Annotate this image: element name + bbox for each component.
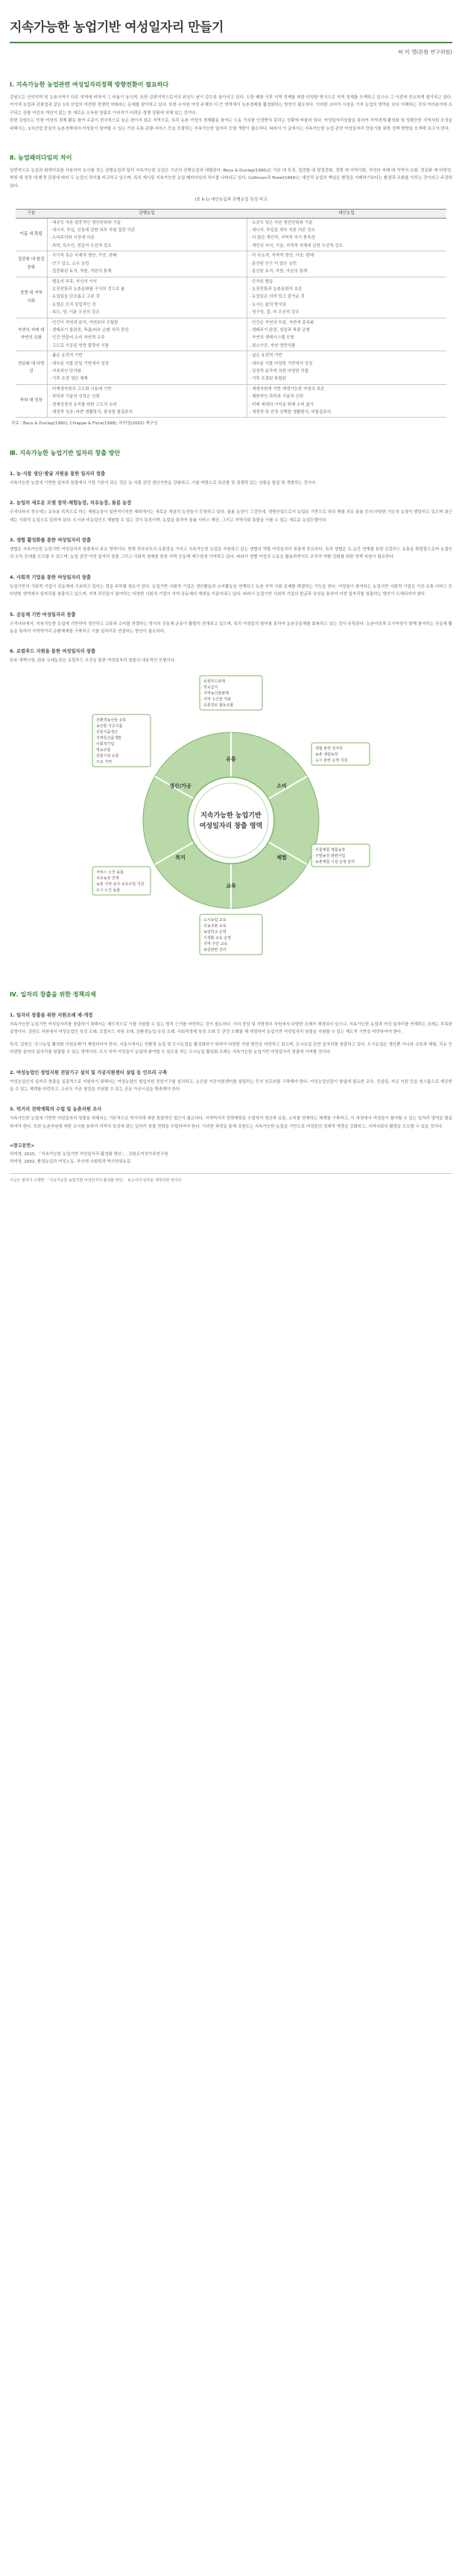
diagram-box-item: 영농조합 bbox=[96, 747, 111, 753]
svg-text:·: · bbox=[94, 882, 95, 887]
diagram-box-item: 귀농귀촌 교육 bbox=[203, 923, 227, 929]
svg-text:·: · bbox=[94, 729, 95, 735]
table-cell-line: · 생태주기 불완전, 축출/외부 순환 처리 중단 bbox=[49, 327, 129, 333]
paragraph: 일반적으로 농업과 화학비료를 사용하여 농사를 짓는 관행농업과 달리 지속가능한 농업은 기존의 관행농업과 대별된다. Beus & Dunlap(1990)은 이론 대 특징, 집중화 대 탈집중화, 경쟁 대 지역사회, 자연의 지배 대 자연의 조화, 전문화 대 다양성, 착취 대 성장 대 환경 관점에 따라 두 농업의 차이를 비교하고 있으며, 특히 제시된 지속가능한 농업 패러다임의 차이를 나타내고 있다. Collinson과 Fiorel(1994)는 대안적 농업의 핵심은 환경을 지배하기보다는 환경과 조화를 이루는 것이라고 주장하였다. bbox=[10, 169, 452, 189]
section-heading-1: Ⅰ. 지속가능한 농업관련 여성일자리정책 방향전환이 필요하다 bbox=[10, 81, 169, 88]
svg-text:·: · bbox=[201, 947, 203, 952]
svg-text:·: · bbox=[313, 746, 314, 751]
diagram-svg bbox=[89, 671, 373, 970]
table-cell-line: · 대부분 식물 다양한 기반에서 성장 bbox=[249, 361, 313, 366]
table-caption: (표 Ⅱ-1) 대안농업과 관행농업 특성 비교 bbox=[194, 198, 268, 203]
svg-text:·: · bbox=[94, 870, 95, 875]
section-heading-3: Ⅲ. 지속가능한 농업기반 일자리 창출 방안 bbox=[10, 449, 121, 456]
table-cell-alternative bbox=[247, 277, 446, 318]
author-line: 허 미 영(본원 연구위원) bbox=[398, 49, 452, 55]
subsection-heading: 2. 농업의 새로운 모델 창작-체험농장, 치유농장, 돌봄 농장 bbox=[10, 500, 132, 506]
table-cell-line: · 재생자원에 기반 재생가능한 자원의 보존 bbox=[249, 386, 325, 392]
diagram-box-item: 지역농산물판매 bbox=[203, 691, 229, 696]
table-header-division: 구분 bbox=[16, 209, 47, 218]
diagram-box-item: 지역 수산물 직판 bbox=[203, 697, 231, 702]
table-cell-line: · 농장전통과 농촌문화의 보존 bbox=[249, 286, 303, 292]
ring-label-top: 유통 bbox=[226, 755, 236, 762]
paragraph: 특히, 강원도 '도시농업 활성화 지원조례'가 제정되어야 한다. 서울시에서는 친환경 농업 및 도시농업을 활성화하기 위하여 다양한 지원 방안을 마련하고 있으며, 도시농업 관련 일자리를 창출하고 있다. 도시농업은 생산뿐 아니라 교육과 체험, 치유 등 다양한 분야의 일자리를 창출할 수 있는 영역이다. 도시 지역 여성들이 농업에 참여할 수 있도록 하는 도시농업 활성화 조례는 지속가능한 농업기반 여성일자리 창출에 기여할 것이다. bbox=[10, 1042, 452, 1055]
table-cell-line: · 속도, 양, 이윤 우선의 강조 bbox=[49, 310, 100, 315]
table-cell-line: · 농장전통과 농촌문화를 구식의 것으로 봄 bbox=[49, 286, 125, 292]
paragraph: 지속가능한 농업에 기반한 여성일자리 창출을 위해서는 기본적으로 먹거리에 대한 통합적인 접근이 필요하다. 지역먹거리 전략계획을 수립하여 생산과 유통, 소비를 연계하는 체계를 구축하고, 이 과정에서 여성들이 참여할 수 있는 일자리 영역을 발굴하여야 한다. 또한 농촌자원에 대한 조사를 통하여 지역의 특성에 맞는 일자리 창출 전략을 수립하여야 한다. 이러한 과정을 통해 강원도는 지속가능한 농업을 기반으로 여성들의 경제적 역량을 강화하고, 지역사회의 활력을 도모할 수 있을 것이다. bbox=[10, 1116, 452, 1129]
table-cell-line: · 인간 만들어 소비 자연적 우주 bbox=[49, 336, 105, 341]
table-cell-alternative bbox=[247, 218, 446, 251]
table-cell-line: · 넓은 유전적 기반 bbox=[249, 354, 282, 359]
table-cell-division: 미흡 대 확립 bbox=[16, 218, 47, 251]
table-cell-line: · 과학, 특수인, 전문가 우선적 강조 bbox=[49, 243, 112, 248]
table-cell-division: 집중화 대 탈집중화 bbox=[16, 251, 47, 277]
subsection-heading: 6. 로컬푸드 지원을 통한 여성일자리 창출 bbox=[10, 649, 96, 655]
table-header-conventional: 관행농업 bbox=[47, 209, 247, 218]
diagram-box-item: 서비스 노인 돌봄 bbox=[96, 870, 124, 875]
table-cell-line: · 대규모 자본·집중적인 생산단위와 기술 bbox=[49, 220, 121, 225]
table-cell-line: · 분산된 인구 더 많은 농민 bbox=[249, 261, 297, 266]
svg-text:·: · bbox=[94, 723, 95, 729]
diagram-box-item: 도시 관련 운영 지원 bbox=[315, 758, 348, 763]
title-block bbox=[10, 0, 452, 43]
table-cell-line: · 더 많은 개인적, 지역적 자기 충족성 bbox=[249, 236, 315, 241]
table-cell-line: · 자연의 생태시스템 모방 bbox=[249, 336, 294, 341]
table-cell-line: · 생태주기 완전, 성장과 축출 균형 bbox=[249, 327, 310, 333]
table-cell-line: · 에너지, 투입을 외부 자본 의존 감소 bbox=[249, 228, 315, 233]
table-cell-line: · 농업은 오직 상업적인 것 bbox=[49, 302, 96, 307]
svg-text:·: · bbox=[201, 679, 203, 684]
table-cell-line: · 고도로 기공된 영양 불량의 식품 bbox=[49, 343, 110, 348]
table-cell-line: · 성장적 윤작에 의한 다양한 작물 bbox=[249, 368, 309, 374]
table-cell-line: · 경제성장의 유지를 위한 고도의 소비 bbox=[49, 402, 117, 407]
table-cell-alternative bbox=[247, 318, 446, 351]
svg-text:·: · bbox=[94, 747, 95, 753]
diagram-box-item: 생협 관련 일자리 bbox=[315, 746, 343, 751]
svg-text:·: · bbox=[94, 735, 95, 741]
svg-text:·: · bbox=[201, 923, 203, 929]
svg-text:·: · bbox=[313, 752, 314, 757]
subsection-heading: 2. 여성농업인 창업지원 전담기구 설치 및 가공지원센터 설립 등 인프라 구축 bbox=[10, 1069, 168, 1075]
paragraph: 농업기반의 사회적 기업이 공동체에 기초하고 있다는 점을 주목할 필요가 있다. 농업기반 사회적 기업은 생산활동과 소비활동을 연계하고 농촌 지역 사회 문제를 해결하는 기능을 한다. 여성들이 참여하는 농업기반 사회적 기업은 가공·유통·서비스 등 다양한 영역에서 일자리를 창출하고 있으며, 지역 주민들이 참여하는 다양한 사회적 기업이 지역 공동체의 재생을 이끌어내고 있다. 따라서 농업기반 사회적 기업의 발굴과 육성을 통하여 여성 일자리를 창출하는 방안이 모색되어야 한다. bbox=[10, 584, 452, 597]
subsection-heading: 4. 사회적 기업을 통한 여성일자리 창출 bbox=[10, 574, 91, 580]
svg-text:·: · bbox=[313, 847, 314, 852]
table-cell-line: · 재정적 및 안정 선택한 생활방식, 비물질주의 bbox=[249, 410, 332, 415]
table-cell-line: · 분산된 토지, 자원, 자본의 통제 bbox=[249, 269, 308, 274]
diagram-box-item: 농업학교 운영 bbox=[203, 929, 227, 934]
svg-text:·: · bbox=[94, 888, 95, 893]
paragraph: 완주 새벽시장, 완주 두레농장은 로컬푸드 추진을 통한 여성일자리 창출의 대표적인 모범이다. bbox=[10, 659, 176, 664]
paragraph: 강원도는 산악지역 및 농촌지역이 다른 지역에 비하여 그 비율이 높으며, 또한 관광지역으로서의 위상도 날이 갈수록 높아지고 있다. 도한 폐광 이후 지역 경제를 위한 다양한 방식으로 지역 경제를 모색하고 있으나 그 이전에 중요하게 평가되고 있다. 여기에 농업과 관광업과 같은 1차 산업의 여전한 경쟁력 약화라는 문제를 맞이하고 있다. 또한 수자원 여성 주체의 더 큰 영역에서 농촌경제를 활성화하는 방안이 필요하다. 이러한 소비자 시장을 가치 농업의 영역을 보다 이해하는 것의 여러분야에 요구되는 관광 여건의 개선이 없는 한 새로운 소득원 창출로 이어지기 어려운 경쟁 상황에 처해 있는 것이다. bbox=[10, 95, 452, 116]
svg-text:·: · bbox=[94, 741, 95, 747]
table-cell-line: · 소규모 낮은 자본 생산단위와 기술 bbox=[249, 220, 313, 225]
diagram-box-item: 농산물 가공식품 bbox=[96, 723, 123, 729]
diagram-center-circle bbox=[188, 777, 274, 864]
table-cell-line: · 더 국소적, 지역적 생산, 가공, 판매 bbox=[249, 254, 314, 259]
subsection-heading: 5. 공동체 기반 여성일자리 창출 bbox=[10, 612, 76, 618]
diagram-center-text-1: 지속가능한 농업기반 bbox=[200, 811, 262, 820]
diagram-box-item: 식물체험 체험농장 bbox=[315, 847, 346, 852]
table-cell-alternative bbox=[247, 251, 446, 277]
paragraph: 우리나라에서, 지속가능한 농업에 기반하여 생산하고 교류와 소비를 연결하는 방식의 공동체 운동이 활발히 전개되고 있으며, 특히 여성들의 참여를 통하여 농촌공동체를 회복하고 있는 것이 주목된다. 농촌여성과 도시여성이 함께 참여하는 공동체 활동을 통하여 지역먹거리 순환체계를 구축하고 이를 일자리로 연결하는 방안이 필요하다. bbox=[10, 621, 452, 635]
svg-text:·: · bbox=[94, 753, 95, 758]
diagram-box-item: 농촌 지역 유아 보호사업 지원 bbox=[96, 882, 145, 887]
table-cell-line: · 국가적 혹은 국제적 생산, 가공, 판매 bbox=[49, 254, 117, 259]
paragraph: 여성농업인의 일자리 창출을 실질적으로 지원하기 위해서는 여성농업인 창업지원 전담기구를 설치하고, 농산물 가공지원센터를 설립하는 등의 인프라를 구축해야 한다. 여성농업인들이 창업에 필요한 교육, 컨설팅, 자금 지원 등을 원스톱으로 제공받을 수 있는 체계를 마련하고, 소규모 가공 창업을 지원할 수 있는 공동 가공시설을 확충해야 한다. bbox=[10, 1079, 452, 1092]
comparison-table bbox=[16, 209, 446, 418]
section-heading-2: Ⅱ. 농업패러다임의 차이 bbox=[10, 154, 72, 162]
ring-label-bottom: 교육 bbox=[226, 882, 236, 889]
diagram-center-text-2: 여성일자리 창출 영역 bbox=[199, 822, 263, 830]
table-cell-line: · 대부분 식물 단일 기반에서 성장 bbox=[49, 361, 110, 366]
table-cell-line: · 개인의 지식, 기술, 지역적 지혜에 관한 우선적 강조 bbox=[249, 243, 343, 248]
page-title: 지속가능한 농업기반 여성일자리 만들기 bbox=[10, 20, 224, 35]
table-cell-line: · 인간이 자연과 분리, 자연보다 우월함 bbox=[49, 320, 118, 325]
references-title: <참고문헌> bbox=[10, 1143, 35, 1149]
diagram-box-item: 사회적기업 bbox=[96, 741, 115, 747]
svg-text:·: · bbox=[201, 691, 203, 696]
svg-text:·: · bbox=[201, 703, 203, 708]
diagram-box-item: 전통식품생산 bbox=[96, 729, 118, 735]
diagram-box-item: 도시 노인 돌봄 bbox=[96, 888, 121, 893]
diagram-box-item: 농촌체험 시설 운영 관리 bbox=[315, 859, 355, 864]
ring-label-left-top: 생산/가공 bbox=[169, 782, 192, 789]
table-cell-conventional bbox=[47, 277, 247, 318]
table-cell-line: · 미래 세대의 이익을 위해 소비 삶가 bbox=[249, 402, 314, 407]
diagram-box-item: 주말농장 관련사업 bbox=[315, 853, 346, 858]
diagram-box-item: 친환경농산물 유통 bbox=[96, 717, 127, 723]
diagram-box-item: 농촌 체험농장 bbox=[315, 752, 338, 757]
table-cell-line: · 비재생자원의 고도화 사용에 기반 bbox=[49, 386, 112, 392]
paragraph: 지속가능한 농업기반 여성일자리를 창출하기 위해서는 제도적으로 이를 지원할 수 있는 법적 근거를 마련하는 것이 필요하다. 이미 중앙 및 지방정부 차원에서 다양한 조례가 제정되어 있으나, 지속가능한 농업과 여성 일자리를 연계하는 조례는 부족한 실정이다. 강원도 차원에서 여성농업인 육성 조례, 로컬푸드 지원 조례, 친환경농업 육성 조례, 사회적경제 육성 조례 등 관련 조례를 제·개정하여 농업기반 여성일자리 창출을 지원할 수 있는 제도적 기반을 마련하여야 한다. bbox=[10, 1022, 452, 1035]
subsection-heading: 1. 일자리 창출을 위한 지원조례 제·개정 bbox=[10, 1012, 93, 1018]
subsection-heading: 3. 생협 활성화를 통한 여성일자리 창출 bbox=[10, 538, 91, 544]
subsection-heading: 3. 먹거리 전략계획의 수립 및 농촌자원 조사 bbox=[10, 1107, 102, 1113]
svg-text:·: · bbox=[201, 685, 203, 690]
paragraph: 생협은 지속가능한 농업기반 여성일자리 창출에서 주요 영역이다. 현재 전국규모의 유통망을 가지고 지속가능한 농업을 지원하고 있는 생협의 역할 여성일자리 창출에 중요하다. 특히 생협은 도·농간 연계를 통한 로컬푸드 유통을 확립함으로써 농업인의 소득 증대를 도모할 수 있으며, 농업 관련 여성 일자리 창출 그리고 사회적 경제를 통한 지역 공동체 재구성에 기여하고 있다. 따라서 생협 여성의 노동을 활용하면서도 조직적 역할 강화를 위한 정책 지원이 필요하다. bbox=[10, 547, 452, 560]
section-heading-4: Ⅳ. 일자리 창출을 위한 정책과제 bbox=[10, 990, 96, 998]
table-cell-line: · 농업일을 단조롭고 고된 것 bbox=[49, 295, 100, 300]
table-cell-line: · 좁은 유전적 기반 bbox=[49, 354, 83, 359]
table-row bbox=[16, 251, 446, 277]
table-row bbox=[16, 351, 446, 385]
diagram-box-item: 지역 주민 교육 bbox=[203, 941, 228, 946]
table-cell-line: · 과학과 기술의 성장은 신뢰 bbox=[49, 395, 100, 400]
diagram-box-item: 주요 지역 bbox=[96, 759, 112, 764]
diagram-box-item: 전통시장 유통 bbox=[96, 753, 119, 758]
table-cell-line: · 기후 조절된 통합된 bbox=[249, 377, 287, 382]
table-cell-conventional bbox=[47, 251, 247, 277]
table-cell-conventional bbox=[47, 218, 247, 251]
paragraph: 지속가능한 농업에 기반한 일자리 창출에서 가장 기본이 되는 것은 농·식품 관련 생산기반을 강화하고, 이를 바탕으로 특산물 및 경쟁력 있는 상품을 발굴 및 개발하는 것이다. bbox=[10, 480, 317, 486]
table-cell-line: · 인간은 자연의 부분, 자연에 종속됨 bbox=[249, 320, 314, 325]
job-area-diagram bbox=[89, 671, 373, 970]
paragraph: 한편 강원도는 또한 여성의 경제 활동 참여 수준이 전국적으로 높은 편이지 않은 지역으로, 특히 농촌 여성의 경제활동 참여는 노동 가치를 인정받지 못하는 상황에 머물러 있다. 여성일자리창출을 통하여 지역경제 활성화 및 성평등한 지역사회 조성을 위해서는, 1차산업 중심의 농촌경제에서 여성들이 참여할 수 있는 가공·유통·관광·서비스 등을 포괄하는 지속가능한 일자리 모델 개발이 필요하다. 따라서 이 글에서는 지속가능한 농업 관련 여성일자리 만들기를 위한 정책 방향을 모색해 보고자 한다. bbox=[10, 119, 452, 131]
table-source: 자료 : Beus & Dunlap(1990), Chiappe & Flora(1998), 허미영(2002) 재구성 bbox=[11, 421, 158, 427]
table-cell-line: · 에너지, 투입, 신용에 관한 외부 자원 집중 의존 bbox=[49, 228, 136, 233]
ring-label-left-bottom: 복지 bbox=[175, 854, 186, 861]
diagram-box-item: 로컬푸드판매 bbox=[203, 679, 225, 684]
ring-label-right-top: 소비 bbox=[276, 782, 287, 789]
svg-text:·: · bbox=[201, 935, 203, 940]
paragraph: 우리나라의 경우에는 교육용 목적으로 하는 체험농장이 일반적이지만 해외에서는 새로운 개념의 농장들이 등장하고 있다. 돌봄 농장이 그것인데, 생명산업으로서 농업을 기반으로 하되 체험·치유 돌봄 등의 다양한 기능의 농장이 발달하고 있으며 최근에는 사회적 농업으로 알려져 있다. 도시와 비농업인도 체험할 수 있는 것이 특징이며, 농업을 통하여 돌봄 서비스 제공, 그리고 지역사회 통합을 이룰 수 있는 새로운 농업모델이다. bbox=[10, 510, 452, 523]
svg-text:·: · bbox=[201, 917, 203, 923]
svg-text:·: · bbox=[94, 717, 95, 723]
table-cell-division: 착취 대 성장 bbox=[16, 384, 47, 418]
table-header-row bbox=[16, 209, 446, 218]
svg-text:·: · bbox=[201, 697, 203, 702]
table-cell-line: · 재정적 성공: 바쁜 생활방식, 풍성한 물질주의 bbox=[49, 410, 133, 415]
table-cell-line: · 집중화된 토지, 자원, 자본의 통제 bbox=[49, 269, 112, 274]
svg-text:·: · bbox=[201, 941, 203, 946]
diagram-box-item: 학교급식 bbox=[203, 685, 218, 690]
reference-item: 허미영, 2015, 「지속가능한 농업기반 여성일자리 활성화 방안」, 강원도여성가족연구원 bbox=[10, 1152, 168, 1157]
diagram-box-item: 지역특산품개발 bbox=[96, 735, 121, 741]
table-cell-line: · 기후 조절 생산 체계 bbox=[49, 377, 88, 382]
ring-label-right-bottom: 체험 bbox=[276, 854, 287, 861]
table-cell-line: · 농사는 삶의 방식임 bbox=[249, 302, 287, 307]
table-row bbox=[16, 218, 446, 251]
table-cell-conventional bbox=[47, 384, 247, 418]
table-cell-line: · 영구성, 질, 미 우선적 강조 bbox=[249, 310, 300, 315]
diagram-box-item: 유통경로 협동조합 bbox=[203, 703, 234, 708]
table-cell-line: · 최소가공, 자연 영양식품 bbox=[249, 343, 296, 348]
table-header-alternative: 대안농업 bbox=[247, 209, 446, 218]
diagram-box-item: 치유농장 연계 bbox=[96, 876, 119, 881]
table-row bbox=[16, 384, 446, 418]
table-cell-division: 경쟁 대 지역 사회 bbox=[16, 277, 47, 318]
diagram-box-item: 도시농업 교육 bbox=[203, 917, 227, 923]
table-cell-alternative bbox=[247, 384, 446, 418]
table-cell-division: 자연의 지배 대 자연의 조화 bbox=[16, 318, 47, 351]
svg-text:·: · bbox=[313, 859, 314, 864]
table-cell-line: · 지속적인 단작화 bbox=[49, 368, 81, 374]
svg-text:·: · bbox=[94, 876, 95, 881]
diagram-box-item: 농업관련 강사 bbox=[203, 947, 227, 952]
svg-text:·: · bbox=[313, 853, 314, 858]
subsection-heading: 1. 농·식품 생산·발굴 지원을 통한 일자리 창출 bbox=[10, 471, 106, 477]
table-row bbox=[16, 318, 446, 351]
table-cell-line: · 농업일은 의미 있고 즐거운 것 bbox=[249, 295, 305, 300]
svg-text:·: · bbox=[201, 929, 203, 934]
table-cell-conventional bbox=[47, 318, 247, 351]
table-cell-line: · 협동의 부족, 자신의 이익 bbox=[49, 279, 98, 284]
table-cell-line: · 제한적인 과학과 기술의 신뢰 bbox=[249, 395, 304, 400]
svg-text:·: · bbox=[313, 758, 314, 763]
table-cell-alternative bbox=[247, 351, 446, 385]
table-cell-line: · 인구 감소, 소수 농민 bbox=[49, 261, 89, 266]
table-cell-line: · 소비주의와 시장에 의존 bbox=[49, 236, 95, 241]
table-row bbox=[16, 277, 446, 318]
footer-note: 이글은 필자가 수행한 「지속가능한 농업기반 여성일자리 활성화 방안」 보고서의 일부를 재정리한 것이다 bbox=[10, 1173, 452, 1184]
table-cell-division: 전문화 대 다양성 bbox=[16, 351, 47, 385]
table-cell-conventional bbox=[47, 351, 247, 385]
svg-text:·: · bbox=[94, 759, 95, 764]
diagram-box-item: 식생활 교육 운영 bbox=[203, 935, 231, 940]
reference-item: 허미영, 2002, 환경농업과 여성노동, 부산대 사회학과 박사학위논문 bbox=[10, 1159, 131, 1164]
table-cell-line: · 증가된 협동 bbox=[249, 279, 273, 284]
